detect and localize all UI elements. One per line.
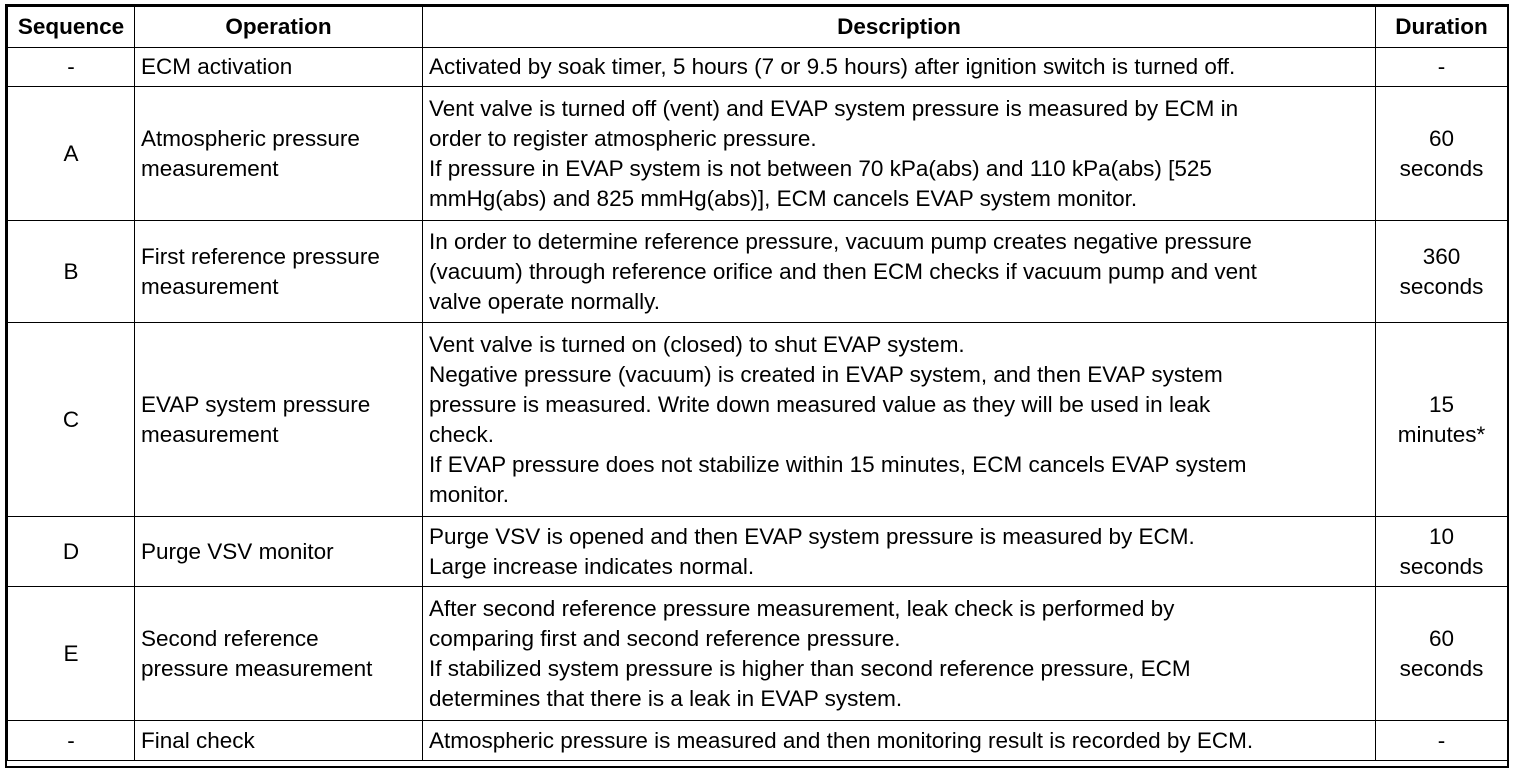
- duration-line: seconds: [1399, 655, 1484, 681]
- description-cell: [423, 721, 1376, 761]
- sequence-cell: -: [8, 48, 135, 87]
- operation-line: Atmospheric pressure: [141, 125, 360, 151]
- description-line: Vent valve is turned off (vent) and EVAP system pressure is measured by ECM in: [429, 95, 1239, 121]
- description-cell: [423, 221, 1376, 323]
- description-line: If pressure in EVAP system is not between 70 kPa(abs) and 110 kPa(abs) [525: [429, 155, 1212, 181]
- duration-cell: [1376, 587, 1508, 721]
- sequence-cell: A: [8, 87, 135, 221]
- description-line: Large increase indicates normal.: [429, 553, 755, 579]
- duration-cell: [1376, 87, 1508, 221]
- operation-cell: [135, 48, 423, 87]
- table-row: [8, 87, 1508, 221]
- description-line: Negative pressure (vacuum) is created in EVAP system, and then EVAP system: [429, 361, 1223, 387]
- operation-line: ECM activation: [141, 54, 293, 79]
- header-sequence: Sequence: [8, 7, 135, 48]
- evap-monitor-table: [7, 6, 1508, 761]
- sequence-cell: B: [8, 221, 135, 323]
- operation-cell: [135, 517, 423, 587]
- duration-cell: [1376, 48, 1508, 87]
- operation-cell: [135, 721, 423, 761]
- description-line: comparing first and second reference pressure.: [429, 625, 901, 651]
- duration-cell: [1376, 517, 1508, 587]
- duration-line: seconds: [1399, 273, 1484, 299]
- sequence-cell: -: [8, 721, 135, 761]
- operation-line: measurement: [141, 273, 279, 299]
- duration-line: 60: [1428, 625, 1455, 651]
- operation-cell: [135, 221, 423, 323]
- description-line: After second reference pressure measurement, leak check is performed by: [429, 595, 1175, 621]
- description-line: check.: [429, 421, 495, 447]
- sequence-cell: C: [8, 323, 135, 517]
- header-row: [8, 7, 1508, 48]
- description-cell: [423, 517, 1376, 587]
- table-row: [8, 587, 1508, 721]
- operation-line: Purge VSV monitor: [141, 538, 334, 564]
- description-line: pressure is measured. Write down measured value as they will be used in leak: [429, 391, 1211, 417]
- description-line: Purge VSV is opened and then EVAP system pressure is measured by ECM.: [429, 523, 1195, 549]
- description-line: Activated by soak timer, 5 hours (7 or 9.5 hours) after ignition switch is turned off.: [429, 54, 1236, 79]
- table-row: [8, 48, 1508, 87]
- sequence-cell: E: [8, 587, 135, 721]
- operation-line: measurement: [141, 155, 279, 181]
- duration-line: -: [1437, 727, 1446, 753]
- description-line: order to register atmospheric pressure.: [429, 125, 817, 151]
- duration-line: 60: [1428, 125, 1455, 151]
- description-line: If EVAP pressure does not stabilize within 15 minutes, ECM cancels EVAP system: [429, 451, 1247, 477]
- duration-line: seconds: [1399, 155, 1484, 181]
- sequence-cell: D: [8, 517, 135, 587]
- description-line: Atmospheric pressure is measured and then monitoring result is recorded by ECM.: [429, 727, 1254, 753]
- duration-cell: [1376, 721, 1508, 761]
- description-line: valve operate normally.: [429, 288, 660, 314]
- description-line: determines that there is a leak in EVAP system.: [429, 685, 903, 711]
- duration-cell: [1376, 323, 1508, 517]
- operation-cell: [135, 87, 423, 221]
- description-line: (vacuum) through reference orifice and then ECM checks if vacuum pump and vent: [429, 258, 1257, 284]
- description-cell: [423, 87, 1376, 221]
- operation-line: First reference pressure: [141, 243, 380, 269]
- operation-line: pressure measurement: [141, 655, 373, 681]
- duration-line: 15: [1428, 391, 1455, 417]
- description-cell: [423, 48, 1376, 87]
- operation-line: Final check: [141, 727, 255, 753]
- description-cell: [423, 323, 1376, 517]
- description-line: If stabilized system pressure is higher than second reference pressure, ECM: [429, 655, 1191, 681]
- duration-line: minutes*: [1397, 421, 1486, 447]
- operation-line: Second reference: [141, 625, 319, 651]
- operation-line: EVAP system pressure: [141, 391, 371, 417]
- table-row: [8, 221, 1508, 323]
- operation-cell: [135, 587, 423, 721]
- description-line: Vent valve is turned on (closed) to shut EVAP system.: [429, 331, 965, 357]
- description-line: In order to determine reference pressure, vacuum pump creates negative pressure: [429, 228, 1252, 254]
- table-row: [8, 721, 1508, 761]
- operation-cell: [135, 323, 423, 517]
- header-duration: Duration: [1376, 7, 1508, 48]
- table-row: [8, 517, 1508, 587]
- duration-line: seconds: [1399, 553, 1484, 579]
- operation-line: measurement: [141, 421, 279, 447]
- header-description: Description: [423, 7, 1376, 48]
- description-line: mmHg(abs) and 825 mmHg(abs)], ECM cancels EVAP system monitor.: [429, 185, 1138, 211]
- description-cell: [423, 587, 1376, 721]
- duration-line: 360: [1422, 243, 1461, 269]
- duration-line: 10: [1428, 523, 1455, 549]
- description-line: monitor.: [429, 481, 510, 507]
- duration-cell: [1376, 221, 1508, 323]
- table-row: [8, 323, 1508, 517]
- duration-line: -: [1437, 54, 1446, 79]
- header-operation: Operation: [135, 7, 423, 48]
